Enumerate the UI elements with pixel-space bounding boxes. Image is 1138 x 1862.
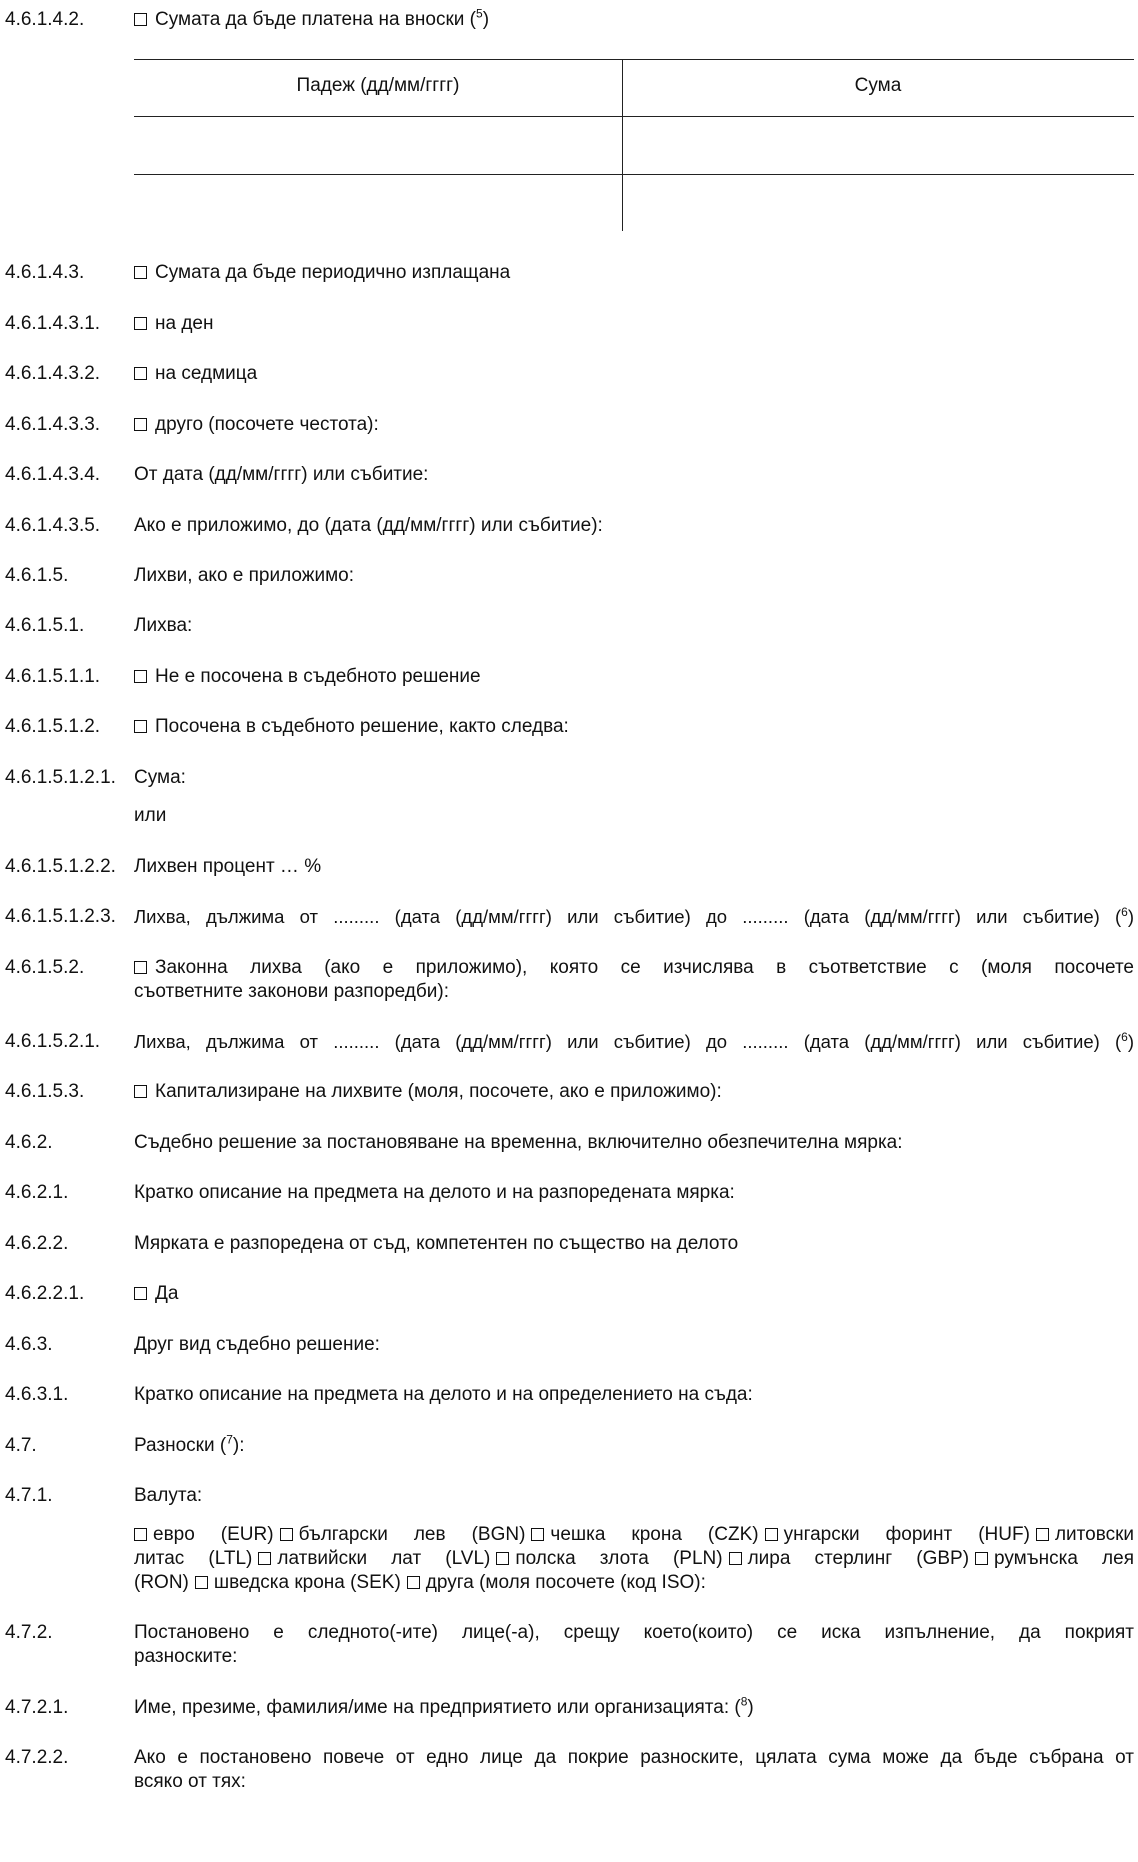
item-text: всяко от тях: — [134, 1771, 246, 1792]
item-text: Ако е постановено повече от едно лице да покрие разноските, цялата сума може да бъде събрана от — [134, 1747, 1134, 1768]
item-text: разноските: — [134, 1646, 238, 1667]
footnote-ref: 8 — [740, 1694, 748, 1709]
checkbox[interactable] — [134, 367, 147, 380]
item-text: или — [134, 805, 167, 826]
currency-option: друга (моля посочете (код ISO): — [425, 1572, 706, 1593]
item-text: съответните законови разпоредби): — [134, 981, 449, 1002]
item-text: Разноски ( — [134, 1435, 227, 1456]
item-number: 4.6.1.5.1.1. — [5, 666, 101, 687]
footnote-ref: 7 — [226, 1432, 233, 1447]
item-number: 4.6.1.5.1.2.2. — [5, 856, 116, 877]
item-number: 4.6.1.4.2. — [5, 9, 85, 30]
item-number: 4.7.2.1. — [5, 1697, 69, 1718]
table-cell-due-date[interactable] — [134, 176, 622, 231]
table-top-border — [134, 59, 1134, 60]
item-number: 4.6.1.4.3.5. — [5, 515, 101, 536]
item-text: Име, презиме, фамилия/име на предприятието или организацията: ( — [134, 1697, 741, 1718]
item-number: 4.7.2.2. — [5, 1747, 69, 1768]
checkbox[interactable] — [280, 1528, 293, 1541]
item-number: 4.6.1.4.3.2. — [5, 363, 101, 384]
item-number: 4.6.1.5.1.2. — [5, 716, 101, 737]
item-number: 4.6.1.4.3.3. — [5, 414, 101, 435]
currency-option: шведска крона (SEK) — [213, 1572, 401, 1593]
footnote-ref: 5 — [476, 6, 483, 21]
item-text: на седмица — [155, 363, 258, 384]
item-text: Кратко описание на предмета на делото и на определението на съда: — [134, 1384, 753, 1405]
item-number: 4.6.1.5.1.2.1. — [5, 767, 116, 788]
item-number: 4.6.1.4.3. — [5, 262, 85, 283]
item-number: 4.6.1.5.3. — [5, 1081, 85, 1102]
checkbox[interactable] — [134, 13, 147, 26]
checkbox[interactable] — [531, 1528, 544, 1541]
checkbox[interactable] — [975, 1552, 988, 1565]
item-text: на ден — [155, 313, 214, 334]
item-text: Кратко описание на предмета на делото и на разпоредената мярка: — [134, 1182, 735, 1203]
currency-option: евро (EUR) — [153, 1524, 274, 1545]
footnote-ref: 6 — [1121, 904, 1128, 919]
checkbox[interactable] — [134, 266, 147, 279]
checkbox[interactable] — [765, 1528, 778, 1541]
table-row-divider — [134, 116, 1134, 117]
item-text: Сумата да бъде платена на вноски ( — [155, 9, 476, 30]
checkbox[interactable] — [134, 1287, 147, 1300]
item-text: Сума: — [134, 767, 186, 788]
checkbox[interactable] — [134, 720, 147, 733]
item-text: Мярката е разпоредена от съд, компетентен по същество на делото — [134, 1233, 739, 1254]
item-text: Лихва: — [134, 615, 193, 636]
item-text: Не е посочена в съдебното решение — [155, 666, 481, 687]
item-number: 4.6.1.4.3.1. — [5, 313, 101, 334]
checkbox[interactable] — [258, 1552, 271, 1565]
table-cell-amount[interactable] — [622, 118, 1134, 174]
table-row-divider — [134, 174, 1134, 175]
item-text: Валута: — [134, 1485, 203, 1506]
currency-option-part: румънска лея — [994, 1548, 1134, 1569]
checkbox[interactable] — [134, 418, 147, 431]
item-number: 4.6.1.5.2.1. — [5, 1031, 101, 1052]
currency-option: лира стерлинг (GBP) — [747, 1548, 970, 1569]
item-text: Да — [155, 1283, 179, 1304]
checkbox[interactable] — [195, 1576, 208, 1589]
checkbox[interactable] — [134, 961, 147, 974]
footnote-ref: 6 — [1121, 1029, 1128, 1044]
currency-option-part: (RON) — [134, 1572, 189, 1593]
currency-option: унгарски форинт (HUF) — [783, 1524, 1030, 1545]
item-text: Посочена в съдебното решение, както следва: — [155, 716, 569, 737]
item-number: 4.6.1.5.1. — [5, 615, 85, 636]
currency-option-part: литовски — [1054, 1524, 1134, 1545]
item-text: Капитализиране на лихвите (моля, посочете, ако е приложимо): — [155, 1081, 722, 1102]
currency-option-part: литас (LTL) — [134, 1548, 253, 1569]
item-number: 4.6.2.2. — [5, 1233, 69, 1254]
item-number: 4.6.3. — [5, 1334, 53, 1355]
checkbox[interactable] — [134, 1085, 147, 1098]
item-number: 4.7.1. — [5, 1485, 53, 1506]
currency-option: латвийски лат (LVL) — [277, 1548, 491, 1569]
currency-option: чешка крона (CZK) — [550, 1524, 759, 1545]
checkbox[interactable] — [496, 1552, 509, 1565]
table-cell-amount[interactable] — [622, 176, 1134, 231]
item-text: Съдебно решение за постановяване на временна, включително обезпечителна мярка: — [134, 1132, 903, 1153]
column-header-amount: Сума — [854, 75, 902, 96]
currency-option: полска злота (PLN) — [515, 1548, 723, 1569]
item-number: 4.6.2.1. — [5, 1182, 69, 1203]
item-text: Постановено е следното(-ите) лице(-а), срещу което(които) се иска изпълнение, да покрият — [134, 1622, 1134, 1643]
column-header-due-date: Падеж (дд/мм/гггг) — [296, 75, 460, 96]
item-number: 4.6.1.4.3.4. — [5, 464, 101, 485]
checkbox[interactable] — [134, 670, 147, 683]
table-cell-due-date[interactable] — [134, 118, 622, 174]
currency-option: български лев (BGN) — [298, 1524, 526, 1545]
item-number: 4.6.3.1. — [5, 1384, 69, 1405]
checkbox[interactable] — [407, 1576, 420, 1589]
item-number: 4.6.2.2.1. — [5, 1283, 85, 1304]
checkbox[interactable] — [1036, 1528, 1049, 1541]
item-number: 4.6.1.5.2. — [5, 957, 85, 978]
item-number: 4.6.1.5.1.2.3. — [5, 906, 116, 927]
item-text: От дата (дд/мм/гггг) или събитие: — [134, 464, 429, 485]
item-number: 4.6.1.5. — [5, 565, 69, 586]
item-text: Лихва, дължима от ......... (дата (дд/мм/гггг) или събитие) до ......... (дата (дд/мм/гггг) или събитие) ( — [134, 906, 1122, 927]
item-text: Законна лихва (ако е приложимо), която се изчислява в съответствие с (моля посочете — [155, 957, 1134, 978]
item-text: Друг вид съдебно решение: — [134, 1334, 380, 1355]
item-text: Ако е приложимо, до (дата (дд/мм/гггг) или събитие): — [134, 515, 603, 536]
item-number: 4.7. — [5, 1435, 37, 1456]
checkbox[interactable] — [134, 1528, 147, 1541]
item-text: друго (посочете честота): — [155, 414, 379, 435]
item-text: Сумата да бъде периодично изплащана — [155, 262, 511, 283]
checkbox[interactable] — [729, 1552, 742, 1565]
item-number: 4.6.2. — [5, 1132, 53, 1153]
item-number: 4.7.2. — [5, 1622, 53, 1643]
item-text: Лихва, дължима от ......... (дата (дд/мм/гггг) или събитие) до ......... (дата (дд/мм/гггг) или събитие) ( — [134, 1031, 1122, 1052]
item-text: Лихви, ако е приложимо: — [134, 565, 354, 586]
item-text: Лихвен процент … % — [134, 856, 322, 877]
checkbox[interactable] — [134, 317, 147, 330]
